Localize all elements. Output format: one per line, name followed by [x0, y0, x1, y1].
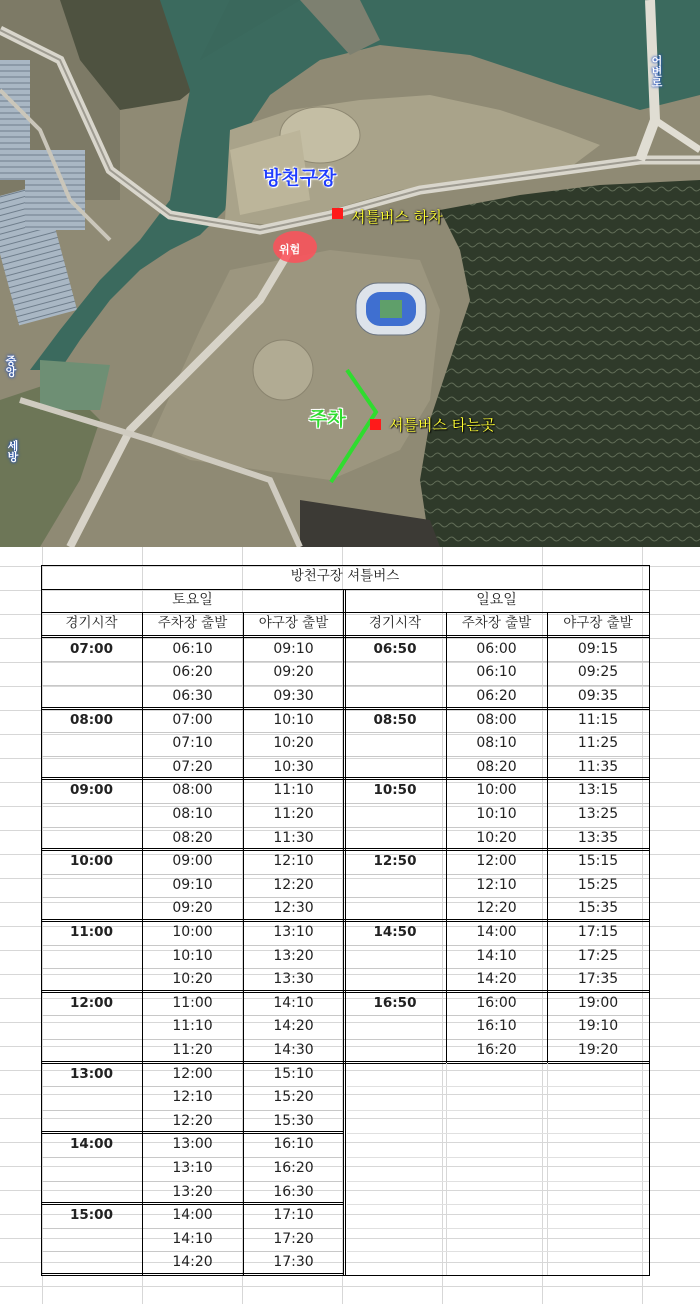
stadium-departure-time: 15:30 [273, 1112, 314, 1129]
stadium-departure-time: 11:30 [273, 829, 314, 846]
parking-departure-time: 06:30 [172, 688, 213, 704]
parking-departure-time: 14:00 [476, 924, 517, 940]
parking-departure-time: 09:20 [172, 900, 213, 917]
stadium-departure-time: 15:10 [273, 1065, 314, 1082]
stadium-departure-time: 13:10 [273, 924, 314, 940]
parking-departure-time: 12:20 [476, 900, 517, 917]
stadium-departure-time: 09:20 [273, 664, 314, 681]
column-header: 경기시작 [65, 615, 118, 632]
stadium-departure-time: 11:35 [577, 758, 619, 775]
parking-departure-time: 08:20 [172, 829, 213, 846]
danger-label: 위험 [279, 243, 301, 256]
sheet-gridline [446, 1063, 447, 1275]
road-label: 세방 [6, 440, 19, 462]
table-border [41, 565, 42, 1275]
stadium-departure-time: 13:25 [577, 806, 619, 822]
parking-departure-time: 06:00 [476, 640, 517, 657]
parking-departure-time: 16:00 [476, 994, 517, 1011]
stadium-departure-time: 12:10 [273, 853, 314, 870]
sheet-gridline [347, 1204, 649, 1205]
table-title: 방천구장 셔틀버스 [290, 568, 400, 584]
parking-departure-time: 07:10 [172, 735, 213, 752]
parking-departure-time: 10:10 [172, 947, 213, 964]
stadium-departure-time: 13:15 [577, 782, 619, 799]
table-border [41, 1275, 650, 1276]
game-start-time: 15:00 [70, 1207, 113, 1224]
spreadsheet [0, 547, 700, 1304]
table-border [446, 612, 447, 1062]
saturday-label: 토요일 [172, 591, 213, 608]
table-border [243, 612, 244, 1275]
stadium-departure-time: 11:20 [273, 806, 314, 822]
parking-departure-time: 13:20 [172, 1183, 213, 1200]
table-border [649, 565, 650, 1275]
parking-departure-time: 08:20 [476, 758, 517, 775]
stadium-departure-time: 11:10 [273, 782, 314, 799]
stadium-label: 방천구장 [263, 167, 337, 189]
stadium-departure-time: 10:30 [273, 758, 314, 775]
stadium-departure-time: 16:10 [273, 1136, 314, 1153]
parking-departure-time: 12:00 [172, 1065, 213, 1082]
stadium-departure-time: 09:35 [577, 688, 619, 704]
parking-departure-time: 08:00 [172, 782, 213, 799]
parking-departure-time: 06:10 [172, 640, 213, 657]
parking-departure-time: 06:20 [172, 664, 213, 681]
stadium-departure-time: 09:25 [577, 664, 619, 681]
parking-departure-time: 08:10 [172, 806, 213, 822]
stadium-departure-time: 12:30 [273, 900, 314, 917]
parking-departure-time: 16:10 [476, 1018, 517, 1035]
parking-departure-time: 11:20 [172, 1042, 213, 1058]
dropoff-marker-icon [332, 208, 343, 219]
parking-departure-time: 13:00 [172, 1136, 213, 1153]
parking-departure-time: 10:00 [172, 924, 213, 940]
parking-departure-time: 12:20 [172, 1112, 213, 1129]
game-start-time: 10:50 [373, 782, 417, 799]
stadium-departure-time: 19:10 [577, 1018, 619, 1035]
shuttle-schedule-table [41, 565, 649, 1276]
stadium-departure-time: 11:25 [577, 735, 619, 752]
game-start-time: 07:00 [70, 640, 113, 657]
sheet-gridline [347, 1110, 649, 1111]
parking-departure-time: 07:20 [172, 758, 213, 775]
parking-departure-time: 14:00 [172, 1207, 213, 1224]
game-start-time: 12:00 [70, 994, 113, 1011]
parking-departure-time: 09:00 [172, 853, 213, 870]
game-start-time: 11:00 [70, 924, 113, 940]
sheet-gridline [347, 1251, 649, 1252]
parking-departure-time: 14:10 [476, 947, 517, 964]
road-label: 어변로 [650, 55, 663, 88]
stadium-departure-time: 13:20 [273, 947, 314, 964]
stadium-departure-time: 09:15 [577, 640, 619, 657]
parking-departure-time: 12:10 [172, 1089, 213, 1106]
stadium-departure-time: 17:30 [273, 1254, 314, 1271]
map-imagery [0, 0, 700, 547]
stadium-departure-time: 16:30 [273, 1183, 314, 1200]
sheet-gridline [347, 1228, 649, 1229]
stadium-departure-time: 15:20 [273, 1089, 314, 1106]
stadium-departure-time: 13:35 [577, 829, 619, 846]
table-border [41, 565, 649, 566]
stadium-departure-time: 14:30 [273, 1042, 314, 1058]
game-start-time: 14:00 [70, 1136, 113, 1153]
boarding-marker-icon [370, 419, 381, 430]
stadium-departure-time: 14:10 [273, 994, 314, 1011]
table-border [344, 1061, 649, 1064]
stadium-departure-time: 17:15 [577, 924, 619, 940]
parking-departure-time: 10:20 [172, 971, 213, 988]
game-start-time: 16:50 [373, 994, 417, 1011]
game-start-time: 10:00 [70, 853, 113, 870]
stadium-departure-time: 17:20 [273, 1230, 314, 1247]
stadium-departure-time: 17:25 [577, 947, 619, 964]
sheet-gridline [347, 1133, 649, 1134]
column-header: 야구장 출발 [258, 615, 329, 632]
game-start-time: 08:50 [373, 711, 417, 728]
stadium-departure-time: 09:30 [273, 688, 314, 704]
sheet-gridline [347, 1181, 649, 1182]
stadium-departure-time: 13:30 [273, 971, 314, 988]
parking-departure-time: 08:10 [476, 735, 517, 752]
road-label: 중앙 [4, 355, 17, 377]
stadium-departure-time: 15:35 [577, 900, 619, 917]
stadium-departure-time: 12:20 [273, 876, 314, 893]
stadium-departure-time: 15:25 [577, 876, 619, 893]
satellite-map [0, 0, 700, 547]
parking-departure-time: 11:10 [172, 1018, 213, 1035]
stadium-departure-time: 09:10 [273, 640, 314, 657]
column-header: 경기시작 [368, 615, 422, 632]
sheet-gridline [347, 1157, 649, 1158]
parking-label: 주차 [309, 408, 346, 430]
parking-departure-time: 14:10 [172, 1230, 213, 1247]
parking-departure-time: 12:00 [476, 853, 517, 870]
parking-departure-time: 08:00 [476, 711, 517, 728]
game-start-time: 13:00 [70, 1065, 113, 1082]
stadium-departure-time: 19:00 [577, 994, 619, 1011]
parking-departure-time: 16:20 [476, 1042, 517, 1058]
table-border [142, 612, 143, 1275]
boarding-label: 셔틀버스 타는곳 [389, 416, 496, 434]
parking-departure-time: 09:10 [172, 876, 213, 893]
stadium-departure-time: 19:20 [577, 1042, 619, 1058]
sheet-gridline [347, 1086, 649, 1087]
parking-departure-time: 10:20 [476, 829, 517, 846]
sheet-gridline [547, 1063, 548, 1275]
parking-departure-time: 14:20 [172, 1254, 213, 1271]
stadium-departure-time: 16:20 [273, 1160, 314, 1176]
game-start-time: 12:50 [373, 853, 417, 870]
column-header: 주차장 출발 [461, 615, 532, 632]
parking-departure-time: 10:00 [476, 782, 517, 799]
parking-departure-time: 14:20 [476, 971, 517, 988]
parking-departure-time: 12:10 [476, 876, 517, 893]
sunday-label: 일요일 [476, 591, 517, 608]
column-header: 주차장 출발 [157, 615, 228, 632]
stadium-departure-time: 15:15 [577, 853, 619, 870]
column-header: 야구장 출발 [563, 615, 633, 632]
parking-departure-time: 06:10 [476, 664, 517, 681]
parking-departure-time: 07:00 [172, 711, 213, 728]
stadium-departure-time: 14:20 [273, 1018, 314, 1035]
stadium-departure-time: 11:15 [577, 711, 619, 728]
stadium-departure-time: 10:20 [273, 735, 314, 752]
parking-departure-time: 13:10 [172, 1160, 213, 1176]
parking-departure-time: 06:20 [476, 688, 517, 704]
stadium-departure-time: 17:35 [577, 971, 619, 988]
game-start-time: 09:00 [70, 782, 113, 799]
stadium-departure-time: 10:10 [273, 711, 314, 728]
parking-departure-time: 11:00 [172, 994, 213, 1011]
stadium-departure-time: 17:10 [273, 1207, 314, 1224]
game-start-time: 14:50 [373, 924, 417, 940]
table-border [547, 612, 548, 1062]
dropoff-label: 셔틀버스 하차 [351, 208, 443, 226]
game-start-time: 06:50 [373, 640, 417, 657]
table-border [343, 589, 346, 1275]
game-start-time: 08:00 [70, 711, 113, 728]
parking-departure-time: 10:10 [476, 806, 517, 822]
